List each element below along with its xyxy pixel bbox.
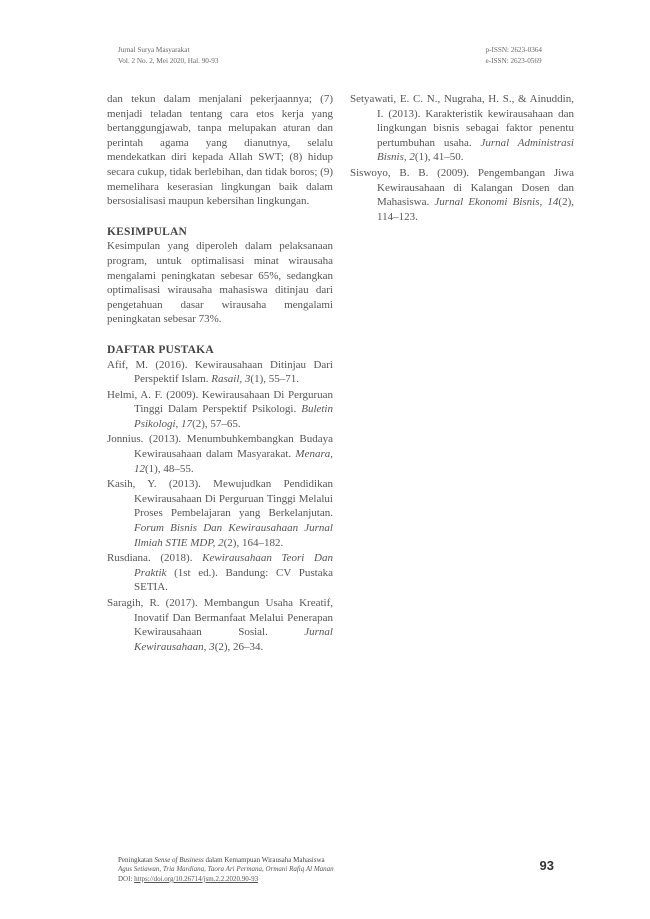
reference-item: Saragih, R. (2017). Membangun Usaha Kreatif, Inovatif Dan Bermanfaat Melalui Penerapan Kewirausahaan Sosial. Jurnal Kewirausahaan, 3(2), 26–34. — [107, 597, 333, 653]
conclusion-text: Kesimpulan yang diperoleh dalam pelaksanaan program, untuk optimalisasi minat wirausaha mengalami peningkatan sebesar 65%, sedangkan optimalisasi wirausaha mahasiswa ditinjau dari pengetahuan dasar wirausaha mengalami peningkatan sebesar 73%. — [107, 240, 333, 326]
journal-name: Jurnal Surya Masyarakat — [118, 46, 190, 54]
running-header-left — [118, 45, 219, 67]
pissn: p-ISSN: 2623-0364 — [485, 46, 542, 54]
running-header-right — [485, 45, 542, 67]
reference-item: Afif, M. (2016). Kewirausahaan Ditinjau Dari Perspektif Islam. Rasail, 3(1), 55–71. — [107, 358, 333, 386]
conclusion-heading: KESIMPULAN — [107, 225, 187, 238]
article-title: Peningkatan Sense of Business dalam Kemampuan Wirausaha Mahasiswa — [118, 856, 325, 864]
reference-item: Siswoyo, B. B. (2009). Pengembangan Jiwa Kewirausahaan di Kalangan Dosen dan Mahasiswa. Jurnal Ekonomi Bisnis, 14(2), 114–123. — [350, 166, 574, 223]
eissn: e-ISSN: 2623-0569 — [485, 57, 542, 65]
page-number: 93 — [539, 858, 554, 873]
reference-item: Jonnius. (2013). Menumbuhkembangkan Budaya Kewirausahaan dalam Masyarakat. Menara, 12(1), 48–55. — [107, 433, 333, 475]
article-authors: Agus Setiawan, Tria Mardiana, Taora Ari Permana, Ormani Rafiq Al Manan — [118, 865, 334, 874]
doi-link[interactable]: https://doi.org/10.26714/jsm.2.2.2020.90-93 — [134, 874, 259, 883]
reference-item: Kasih, Y. (2013). Mewujudkan Pendidikan Kewirausahaan Di Perguruan Tinggi Melalui Proses Pembelajaran yang Berkelanjutan. Forum Bisnis Dan Kewirausahaan Jurnal Ilmiah STIE MDP, 2(2), 164–182. — [107, 478, 333, 549]
right-column — [350, 92, 574, 224]
references-heading: DAFTAR PUSTAKA — [107, 343, 214, 356]
volume-info: Vol. 2 No. 2, Mei 2020, Hal. 90-93 — [118, 57, 219, 65]
left-column — [107, 92, 333, 654]
reference-item: Setyawati, E. C. N., Nugraha, H. S., & Ainuddin, I. (2013). Karakteristik kewirausahaan dan lingkungan bisnis sebagai faktor penentu pertumbuhan usaha. Jurnal Administrasi Bisnis, 2(1), 41–50. — [350, 93, 574, 164]
page-footer — [118, 856, 538, 884]
reference-item: Helmi, A. F. (2009). Kewirausahaan Di Perguruan Tinggi Dalam Perspektif Psikologi. Buletin Psikologi, 17(2), 57–65. — [107, 388, 333, 430]
doi-line: DOI: https://doi.org/10.26714/jsm.2.2.2020.90-93 — [118, 874, 259, 883]
intro-paragraph: dan tekun dalam menjalani pekerjaannya; (7) menjadi teladan tentang cara etos kerja yang bertanggungjawab, tanpa melupakan aturan dan perintah agama yang dianutnya, selalu mendekatkan diri kepada Allah SWT; (8) hidup secara cukup, tidak berlebihan, dan tidak boros; (9) memelihara keserasian lingkungan baik dalam bersosialisasi maupun kebersihan lingkungan. — [107, 93, 333, 208]
reference-item: Rusdiana. (2018). Kewirausahaan Teori Dan Praktik (1st ed.). Bandung: CV Pustaka SETIA. — [107, 552, 333, 594]
